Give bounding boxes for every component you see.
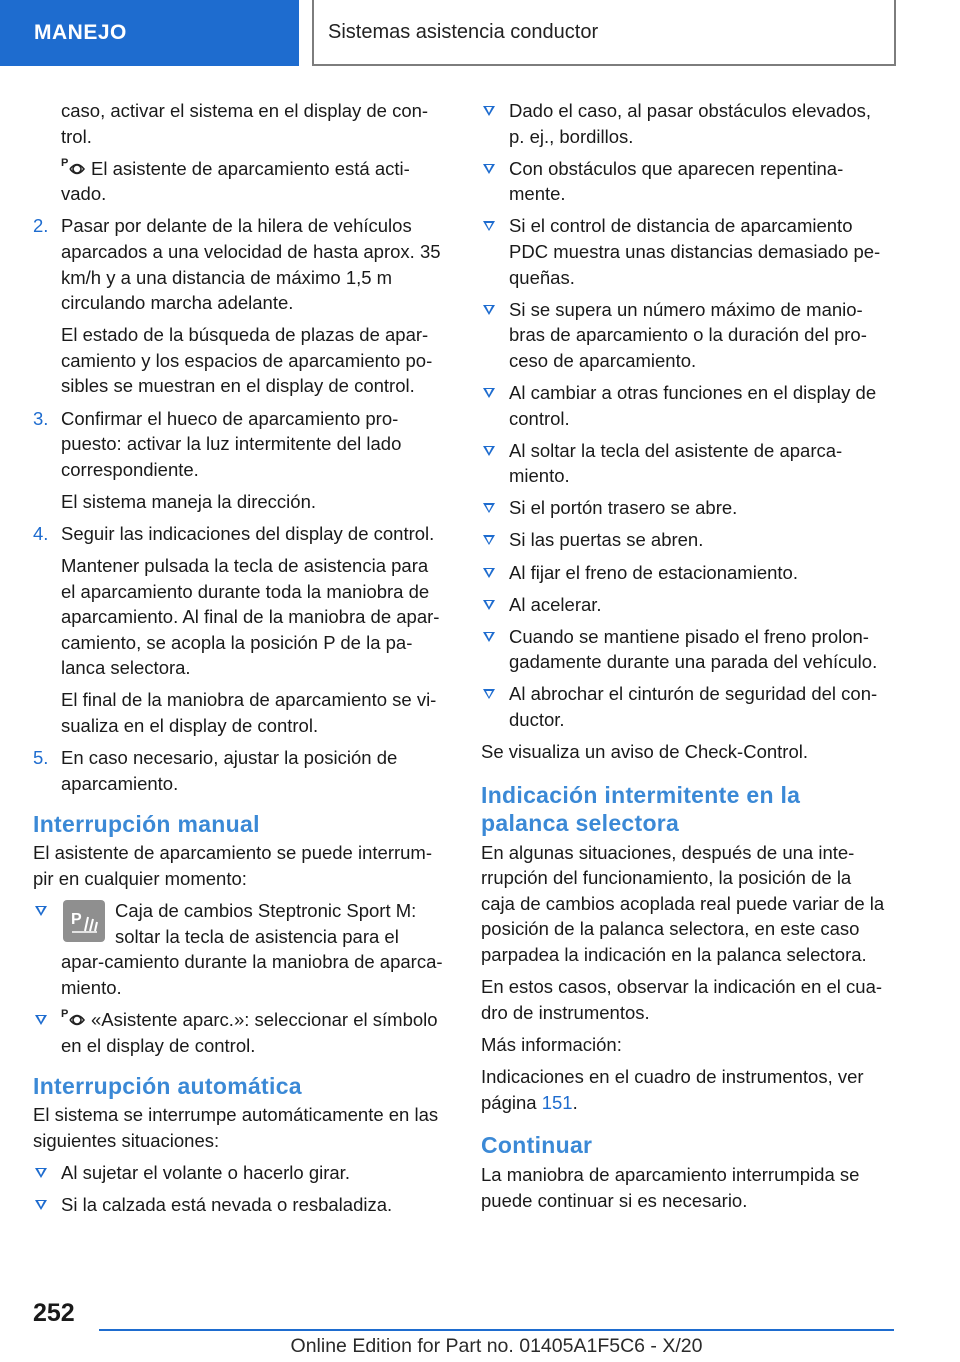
heading-blinking-indication: Indicación intermitente en la palanca selectora — [481, 781, 801, 836]
list-item — [481, 527, 889, 553]
blinking-para-2: En estos casos, observar la indicación en el cua‐dro de instrumentos. — [481, 976, 883, 1023]
triangle-bullet-icon — [483, 221, 495, 231]
more-info-label: Más información: — [481, 1033, 622, 1055]
reference-text: Indicaciones en el cuadro de instrumentos, ver página — [481, 1065, 864, 1113]
bullet-text: Si el control de distancia de aparcamiento PDC muestra unas distancias demasiado pe‐queñas. — [509, 215, 881, 288]
park-assist-icon — [61, 156, 87, 178]
triangle-bullet-icon — [35, 1168, 47, 1178]
list-item — [481, 380, 889, 431]
park-assist-icon — [61, 1007, 87, 1029]
page-number: 252 — [33, 1299, 75, 1327]
bullet-text: Si la calzada está nevada o resbaladiza. — [61, 1193, 393, 1215]
step-text: En caso necesario, ajustar la posición de aparcamiento. — [61, 747, 398, 794]
step-number: 4. — [33, 522, 49, 544]
list-item — [33, 898, 445, 1000]
bullet-text: Si las puertas se abren. — [509, 529, 704, 551]
step-text: Seguir las indicaciones del display de control. — [61, 522, 435, 544]
svg-text:P: P — [61, 1007, 69, 1020]
svg-text:P: P — [61, 156, 69, 169]
step-5 — [33, 745, 445, 796]
list-item — [481, 560, 889, 586]
triangle-bullet-icon — [35, 1015, 47, 1025]
list-item — [481, 592, 889, 618]
intro-status-text: El asistente de aparcamiento está acti‐vado. — [61, 157, 410, 205]
heading-manual-interruption: Interrupción manual — [33, 811, 260, 838]
right-column — [481, 98, 889, 1220]
triangle-bullet-icon — [483, 632, 495, 642]
list-item — [33, 1007, 445, 1058]
step-subtext: El estado de la búsqueda de plazas de apar‐camiento y los espacios de aparcamiento po‐sibles se muestran en el display de control. — [61, 324, 433, 397]
footer-divider — [99, 1329, 894, 1331]
left-column — [33, 98, 445, 1224]
chapter-title: Sistemas asistencia conductor — [328, 20, 599, 43]
cross-reference — [481, 1064, 889, 1115]
auto-intro: El sistema se interrumpe automáticamente en las siguientes situaciones: — [33, 1104, 439, 1151]
bullet-text: Al acelerar. — [509, 593, 602, 615]
triangle-bullet-icon — [483, 305, 495, 315]
triangle-bullet-icon — [483, 388, 495, 398]
triangle-bullet-icon — [483, 689, 495, 699]
list-item — [33, 1160, 445, 1186]
bullet-text: Si el portón trasero se abre. — [509, 497, 738, 519]
section-title: MANEJO — [34, 21, 127, 44]
list-item — [481, 297, 889, 374]
intro-text: caso, activar el sistema en el display de con‐trol. — [61, 100, 429, 147]
triangle-bullet-icon — [483, 446, 495, 456]
check-control-text: Se visualiza un aviso de Check-Control. — [481, 741, 808, 763]
triangle-bullet-icon — [483, 535, 495, 545]
section-tab — [0, 0, 299, 66]
step-2 — [33, 213, 445, 399]
step-subtext: El sistema maneja la dirección. — [61, 490, 316, 512]
step-text: Confirmar el hueco de aparcamiento pro‐puesto: activar la luz intermitente del lado correspondiente. — [61, 407, 402, 480]
step-subtext: Mantener pulsada la tecla de asistencia para el aparcamiento durante toda la maniobra de aparcamiento. Al final de la maniobra de apar‐camiento, se acopla la posición P de la pa‐lanca selectora. — [61, 555, 440, 679]
park-assist-button-icon — [63, 900, 105, 942]
step-number: 5. — [33, 747, 49, 769]
heading-continue: Continuar — [481, 1132, 593, 1159]
triangle-bullet-icon — [483, 568, 495, 578]
reference-end: . — [572, 1091, 578, 1113]
bullet-text: Al fijar el freno de estacionamiento. — [509, 561, 798, 583]
list-item — [481, 213, 889, 290]
step-subtext: El final de la maniobra de aparcamiento se vi‐sualiza en el display de control. — [61, 689, 437, 737]
triangle-bullet-icon — [483, 106, 495, 116]
list-item — [481, 624, 889, 675]
manual-intro: El asistente de aparcamiento se puede interrum‐pir en cualquier momento: — [33, 842, 432, 889]
step-number: 3. — [33, 407, 49, 429]
continue-text: La maniobra de aparcamiento interrumpida se puede continuar si es necesario. — [481, 1164, 860, 1211]
triangle-bullet-icon — [483, 164, 495, 174]
step-text: Pasar por delante de la hilera de vehículos aparcados a una velocidad de hasta aprox. 35 km/h y a una distancia de máximo 1,5 m circulando marcha adelante. — [61, 215, 441, 314]
step-4 — [33, 521, 445, 739]
bullet-text: Al abrochar el cinturón de seguridad del con‐ductor. — [509, 683, 878, 730]
bullet-text: Al soltar la tecla del asistente de aparca‐miento. — [509, 439, 843, 487]
intro-status — [33, 156, 445, 207]
triangle-bullet-icon — [483, 600, 495, 610]
heading-automatic-interruption: Interrupción automática — [33, 1073, 302, 1100]
edition-footer: Online Edition for Part no. 01405A1F5C6 - X/20 — [290, 1335, 703, 1357]
list-item — [481, 681, 889, 732]
bullet-text: Al cambiar a otras funciones en el display de control. — [509, 381, 877, 429]
svg-text:P: P — [71, 911, 82, 929]
list-item — [481, 438, 889, 489]
bullet-text: Dado el caso, al pasar obstáculos elevados, p. ej., bordillos. — [509, 100, 871, 147]
chapter-header — [312, 0, 896, 66]
step-number: 2. — [33, 215, 49, 237]
list-item — [481, 98, 889, 149]
list-item — [481, 495, 889, 521]
triangle-bullet-icon — [35, 906, 47, 916]
bullet-text: Cuando se mantiene pisado el freno prolon‐gadamente durante una parada del vehículo. — [509, 625, 878, 673]
list-item — [481, 156, 889, 207]
bullet-text: Al sujetar el volante o hacerlo girar. — [61, 1161, 350, 1183]
bullet-text: Caja de cambios Steptronic Sport M: soltar la tecla de asistencia para el apar‐camiento durante la maniobra de aparca‐miento. — [61, 900, 443, 998]
step-3 — [33, 406, 445, 515]
blinking-para-1: En algunas situaciones, después de una inte‐rrupción del funcionamiento, la posición de la caja de cambios acoplada real puede variar de la posición de la palanca selectora, en este caso parpadea la indicación en la palanca selectora. — [481, 841, 885, 966]
triangle-bullet-icon — [35, 1200, 47, 1210]
triangle-bullet-icon — [483, 503, 495, 513]
bullet-text: Con obstáculos que aparecen repentina‐mente. — [509, 157, 844, 205]
page-link[interactable]: 151 — [541, 1091, 573, 1113]
bullet-text: Si se supera un número máximo de manio‐bras de aparcamiento o la duración del pro‐ceso de aparcamiento. — [509, 298, 867, 371]
list-item — [33, 1192, 445, 1218]
bullet-text: «Asistente aparc.»: seleccionar el símbolo en el display de control. — [61, 1008, 438, 1056]
